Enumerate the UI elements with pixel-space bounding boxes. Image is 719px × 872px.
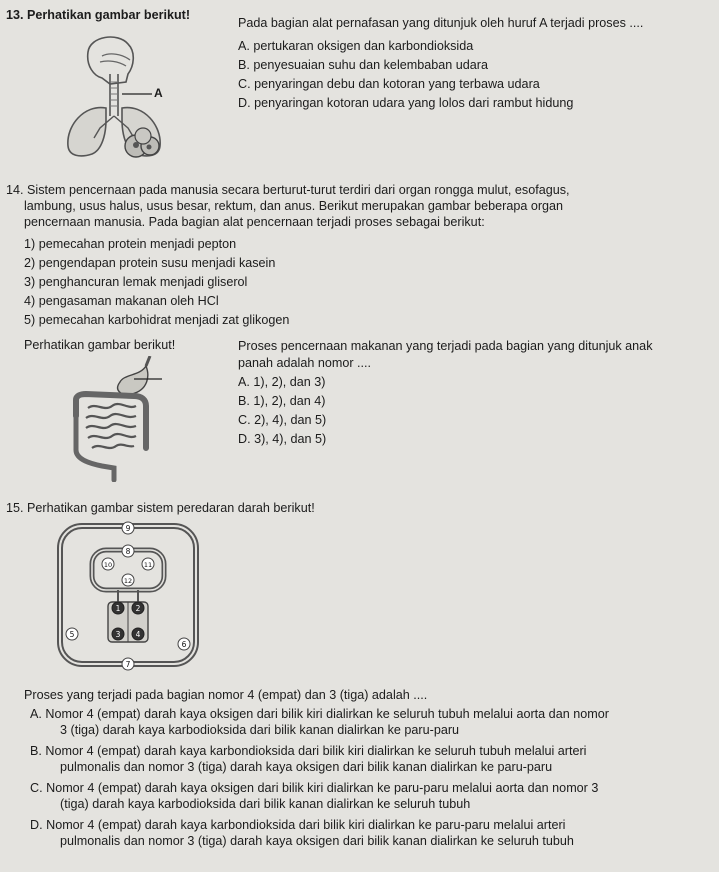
label-5: 5	[69, 630, 75, 639]
label-4: 4	[135, 630, 141, 639]
q13-option-d[interactable]: D. penyaringan kotoran udara yang lolos dari rambut hidung	[238, 96, 574, 110]
q13-option-c[interactable]: C. penyaringan debu dan kotoran yang terbawa udara	[238, 77, 540, 91]
q14-process-2: 2) pengendapan protein susu menjadi kasein	[24, 256, 276, 270]
label-7: 7	[125, 660, 131, 669]
q15-option-b-line-2[interactable]: pulmonalis dan nomor 3 (tiga) darah kaya oksigen dari bilik kanan dialirkan ke paru-paru	[60, 760, 553, 774]
q14-intro-line-3: pencernaan manusia. Pada bagian alat pencernaan terjadi proses sebagai berikut:	[24, 215, 485, 229]
q14-stem-line-2: panah adalah nomor ....	[238, 356, 372, 370]
q15-option-c-line-1[interactable]: C. Nomor 4 (empat) darah kaya oksigen dari bilik kiri dialirkan ke paru-paru melalui aorta dan nomor 3	[30, 781, 599, 795]
figure-label-a: A	[154, 86, 163, 100]
q14-stem-line-1: Proses pencernaan makanan yang terjadi pada bagian yang ditunjuk anak	[238, 339, 653, 353]
q14-option-a[interactable]: A. 1), 2), dan 3)	[238, 375, 326, 389]
q15-option-d-line-1[interactable]: D. Nomor 4 (empat) darah kaya karbondioksida dari bilik kiri dialirkan ke paru-paru melalui arteri	[30, 818, 566, 832]
digestive-system-figure	[62, 356, 172, 482]
q15-title: 15. Perhatikan gambar sistem peredaran darah berikut!	[6, 501, 315, 515]
q15-option-a-line-1[interactable]: A. Nomor 4 (empat) darah kaya oksigen dari bilik kiri dialirkan ke seluruh tubuh melalui aorta dan nomor	[30, 707, 609, 721]
q15-stem: Proses yang terjadi pada bagian nomor 4 (empat) dan 3 (tiga) adalah ....	[24, 688, 428, 702]
q13-option-a[interactable]: A. pertukaran oksigen dan karbondioksida	[238, 39, 474, 53]
q15-option-b-line-1[interactable]: B. Nomor 4 (empat) darah kaya karbondioksida dari bilik kiri dialirkan ke seluruh tubuh melalui arteri	[30, 744, 587, 758]
label-2: 2	[135, 604, 141, 613]
q14-figure-prompt: Perhatikan gambar berikut!	[24, 338, 176, 352]
q14-intro-line-1: 14. Sistem pencernaan pada manusia secara berturut-turut terdiri dari organ rongga mulut, esofagus,	[6, 183, 570, 197]
q14-process-4: 4) pengasaman makanan oleh HCl	[24, 294, 219, 308]
q14-process-5: 5) pemecahan karbohidrat menjadi zat glikogen	[24, 313, 290, 327]
label-9: 9	[125, 524, 131, 533]
q14-option-d[interactable]: D. 3), 4), dan 5)	[238, 432, 327, 446]
label-11: 11	[143, 561, 153, 569]
label-1: 1	[115, 604, 121, 613]
label-6: 6	[181, 640, 187, 649]
q14-option-c[interactable]: C. 2), 4), dan 5)	[238, 413, 327, 427]
circulatory-system-figure	[52, 516, 212, 674]
q14-option-b[interactable]: B. 1), 2), dan 4)	[238, 394, 326, 408]
label-8: 8	[125, 547, 131, 556]
respiratory-system-figure	[40, 30, 175, 170]
q13-stem: Pada bagian alat pernafasan yang ditunjuk oleh huruf A terjadi proses ....	[238, 16, 644, 30]
q15-option-d-line-2[interactable]: pulmonalis dan nomor 3 (tiga) darah kaya oksigen dari bilik kanan dialirkan ke seluruh tubuh	[60, 834, 574, 848]
q13-title: 13. Perhatikan gambar berikut!	[6, 8, 191, 22]
q15-option-c-line-2[interactable]: (tiga) darah kaya karbodioksida dari bilik kanan dialirkan ke seluruh tubuh	[60, 797, 471, 811]
label-12: 12	[123, 577, 133, 585]
q14-intro-line-2: lambung, usus halus, usus besar, rektum, dan anus. Berikut merupakan gambar beberapa organ	[24, 199, 564, 213]
label-10: 10	[103, 561, 113, 569]
q14-process-1: 1) pemecahan protein menjadi pepton	[24, 237, 237, 251]
q14-process-3: 3) penghancuran lemak menjadi gliserol	[24, 275, 248, 289]
label-3: 3	[115, 630, 121, 639]
q13-option-b[interactable]: B. penyesuaian suhu dan kelembaban udara	[238, 58, 488, 72]
q15-option-a-line-2[interactable]: 3 (tiga) darah kaya karbodioksida dari bilik kanan dialirkan ke paru-paru	[60, 723, 460, 737]
